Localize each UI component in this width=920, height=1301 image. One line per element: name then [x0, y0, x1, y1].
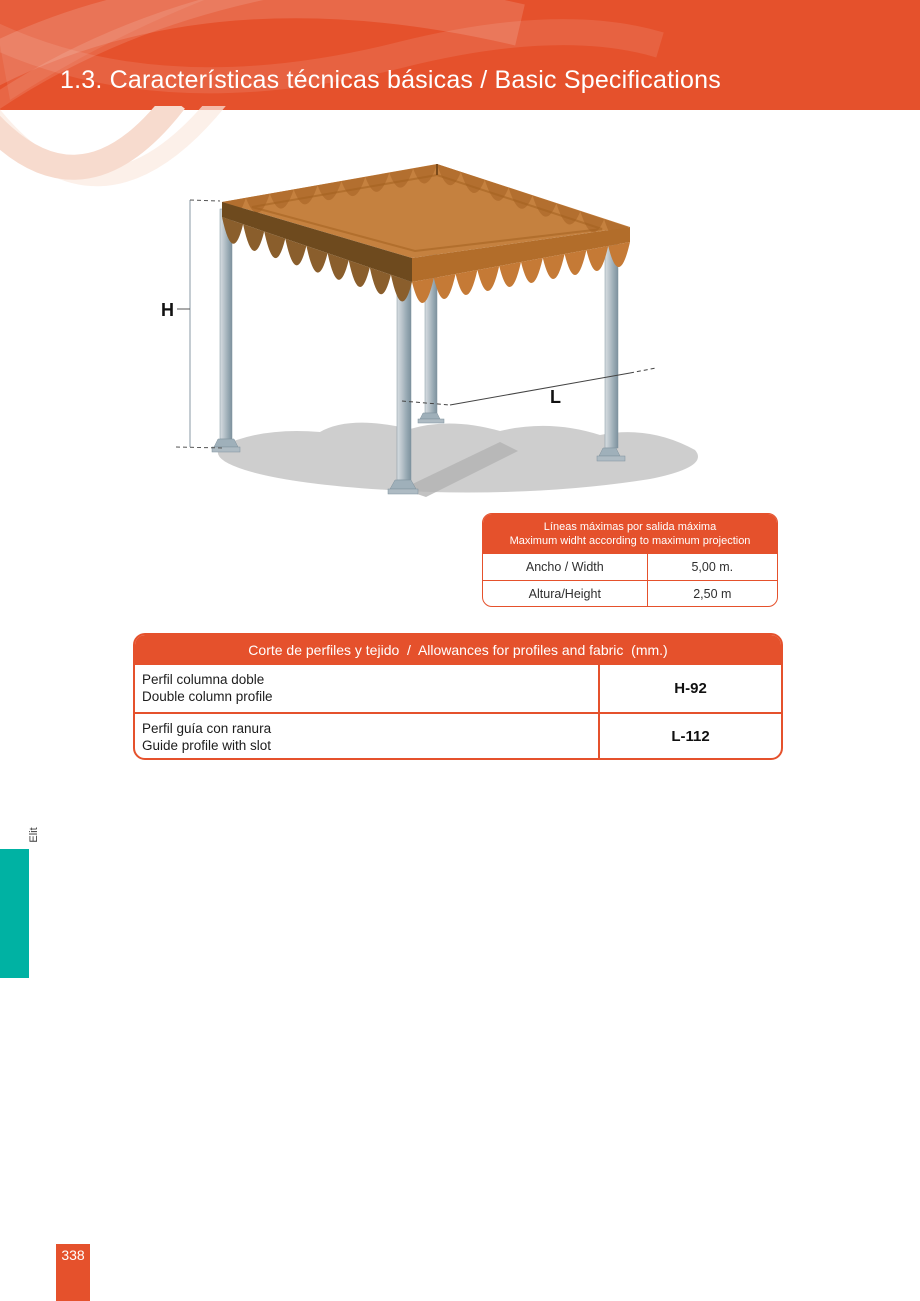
pergola-illustration [150, 145, 720, 520]
pergola-drawing [150, 145, 720, 520]
width-label: Ancho / Width [483, 554, 648, 580]
dimension-l-label: L [550, 387, 561, 407]
height-value: 2,50 m [693, 586, 732, 601]
profile-label [135, 665, 600, 712]
dimension-h-label: H [161, 300, 174, 320]
max-dimensions-table [482, 513, 778, 607]
max-dimensions-table-header [483, 514, 777, 554]
table-row [483, 554, 777, 580]
side-brand-label: Elit [28, 827, 40, 843]
pergola-canopy [222, 164, 630, 303]
max-dimensions-header-en: Maximum widht according to maximum projection [509, 535, 751, 547]
profile-label-en: Double column profile [142, 689, 273, 704]
profile-label-en: Guide profile with slot [142, 738, 272, 753]
profile-value: H-92 [674, 680, 707, 697]
page-header [0, 0, 920, 110]
profile-label-es: Perfil guía con ranura [142, 721, 272, 736]
allowances-table [133, 633, 783, 760]
page-number: 338 [61, 1247, 85, 1263]
width-value: 5,00 m. [691, 560, 734, 574]
side-teal-bar [0, 849, 29, 978]
profile-label [135, 714, 600, 759]
table-row [135, 712, 781, 759]
profile-label-es: Perfil columna doble [142, 672, 265, 687]
page-number-badge [56, 1244, 90, 1301]
page-title: 1.3. Características técnicas básicas / Basic Specifications [60, 66, 721, 94]
table-row [135, 665, 781, 712]
table-row [483, 580, 777, 606]
max-dimensions-header-es: Líneas máximas por salida máxima [543, 521, 717, 533]
pergola-column-right [597, 235, 625, 461]
pergola-column-left [212, 209, 240, 452]
allowances-table-header: Corte de perfiles y tejido / Allowances for profiles and fabric (mm.) [135, 635, 781, 665]
height-label: Altura/Height [483, 581, 648, 606]
ground-shadow [218, 423, 698, 497]
profile-value: L-112 [671, 728, 710, 745]
dimension-h [161, 200, 224, 448]
